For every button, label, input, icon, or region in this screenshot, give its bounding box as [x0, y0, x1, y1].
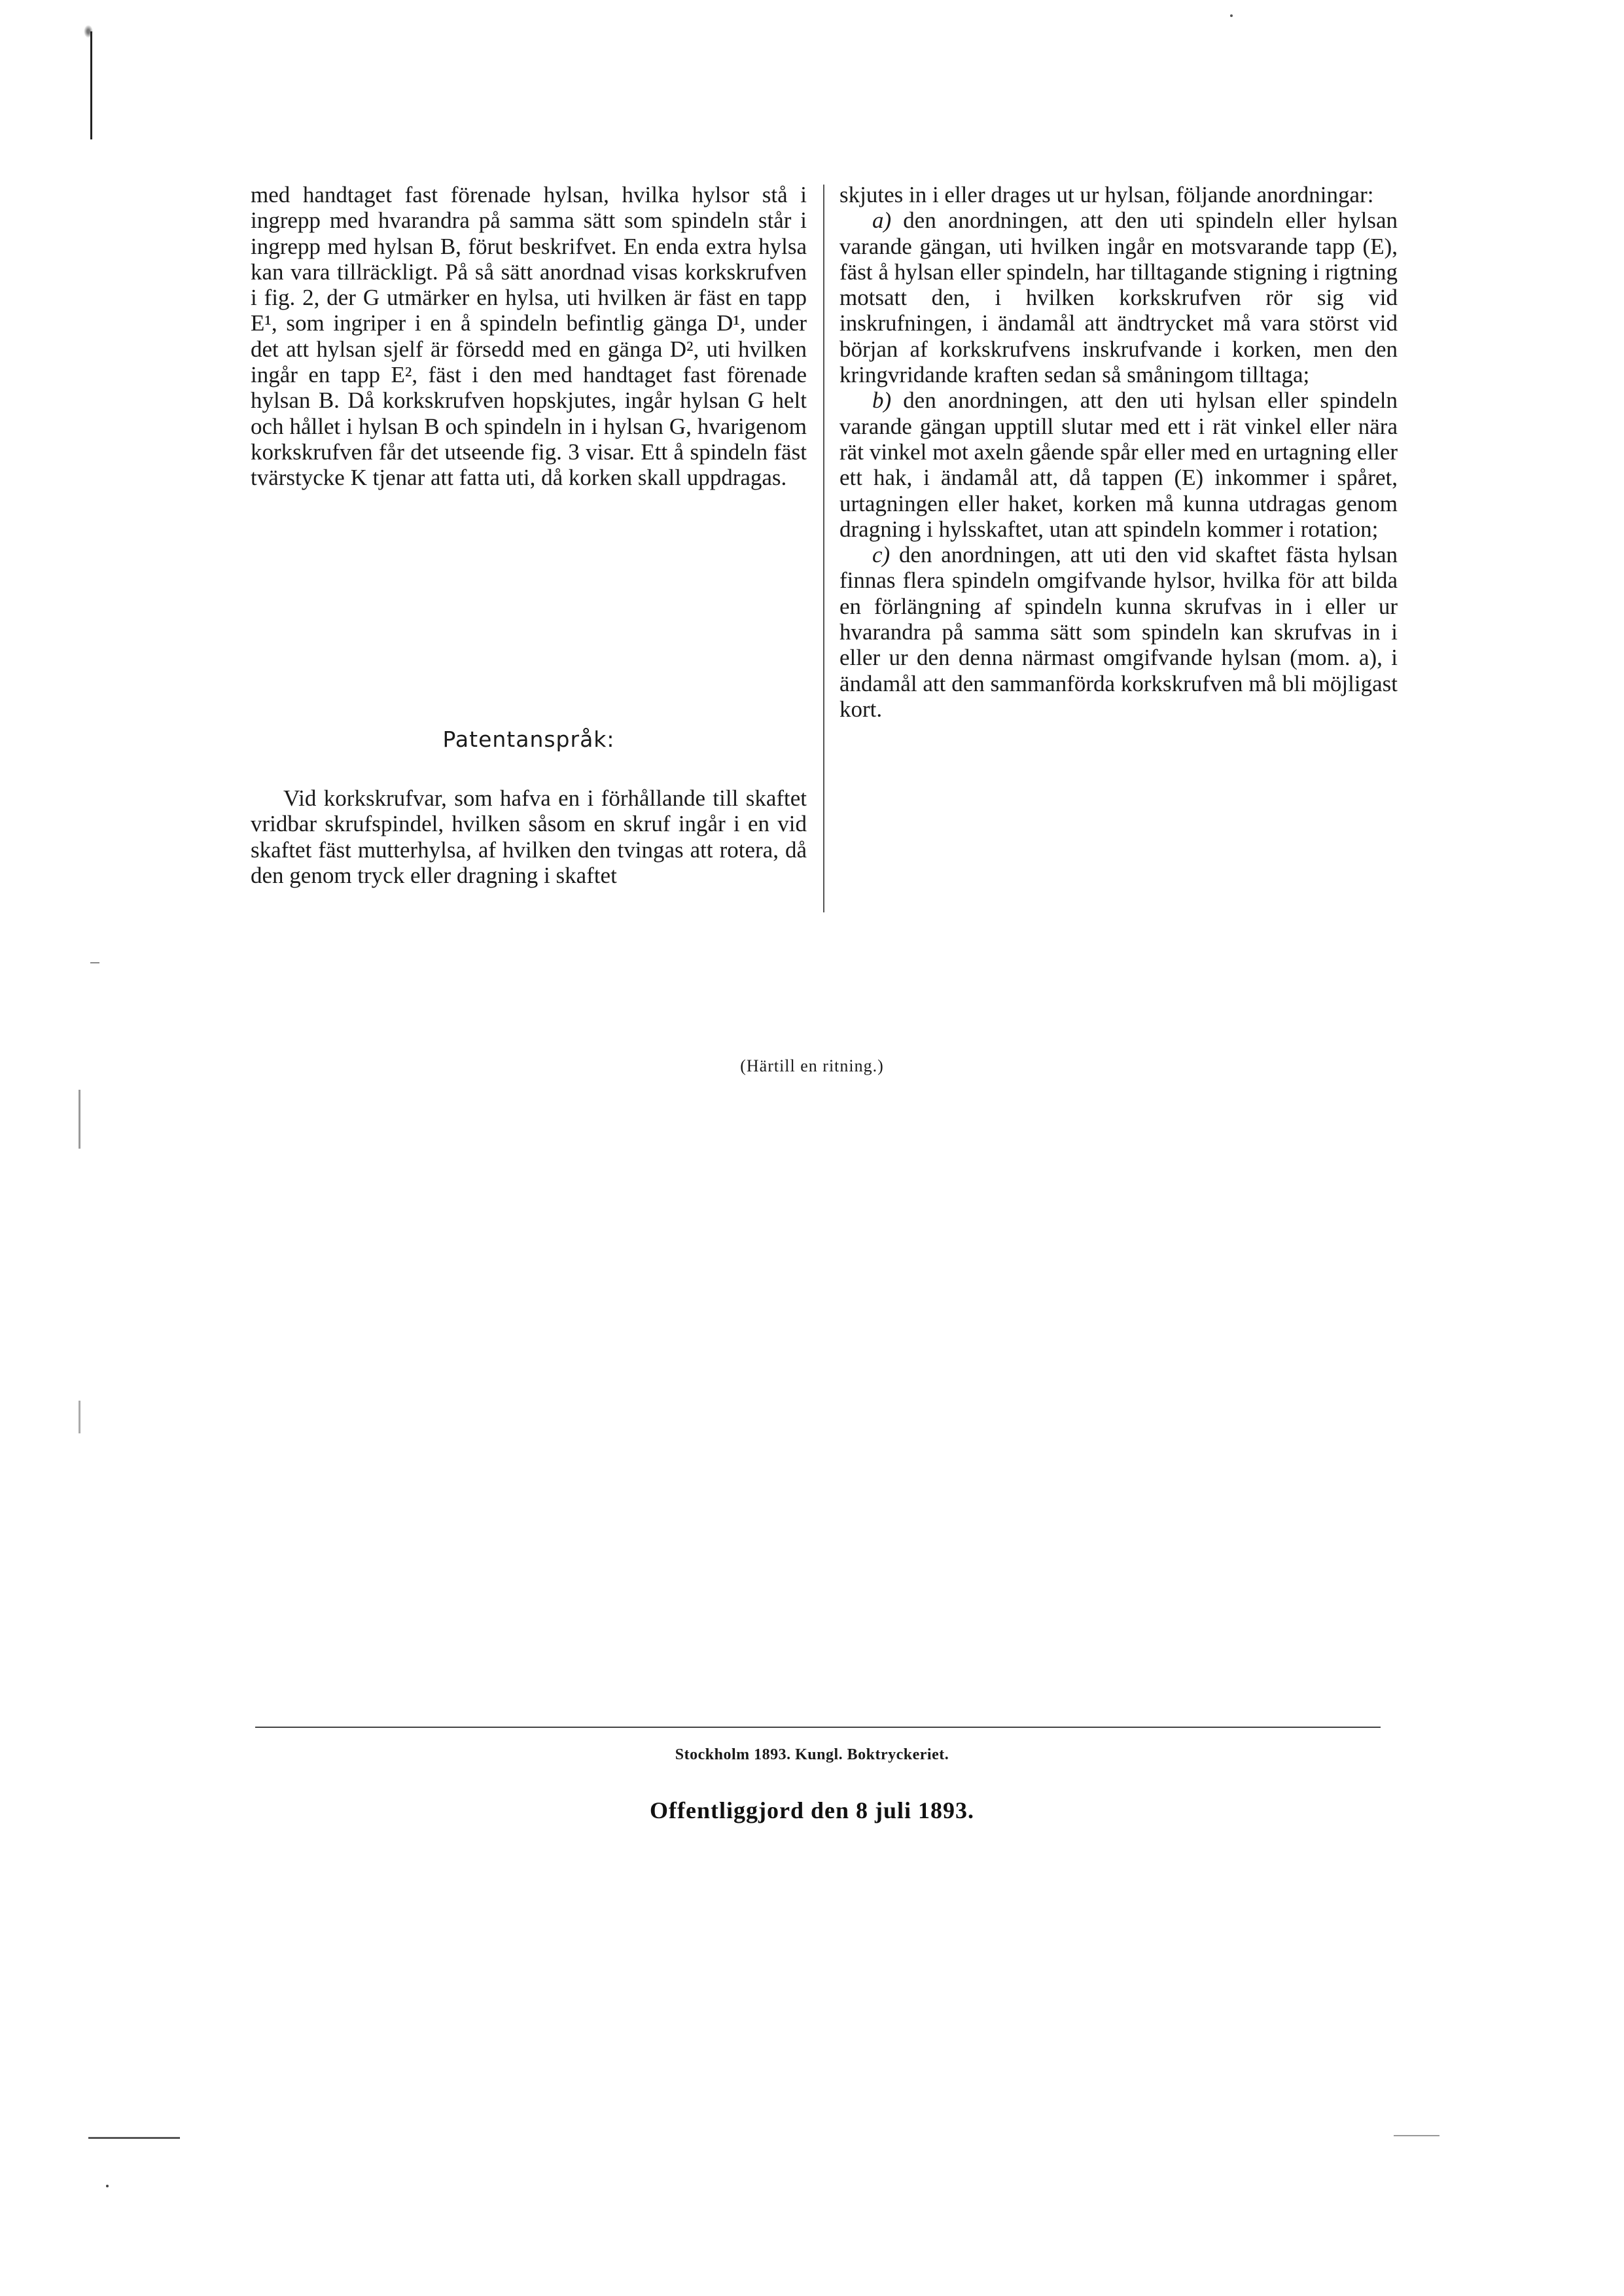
claim-text [251, 785, 807, 888]
claim-item-c [839, 542, 1398, 722]
left-column [251, 182, 807, 491]
scan-edge-artifact [77, 12, 94, 136]
scan-speck [106, 2185, 109, 2187]
printer-line: Stockholm 1893. Kungl. Boktryckeriet. [675, 1746, 949, 1763]
claim-item-a-text: den anordningen, att den uti spindeln eller hylsan varande gängan, uti hvilken ingår en motsvarande tapp (E), fäst å hylsan eller spindeln, har tilltagande stigning i rigtning motsatt den, i hvilken korkskrufven rör sig vid inskrufningen, i ändamål att ändtrycket må vara störst vid början af korkskrufvens inskrufvande i korken, men den kringvridande kraften sedan så småningom tilltaga; [839, 207, 1398, 388]
scan-speck [79, 1401, 80, 1433]
right-column-intro: skjutes in i eller drages ut ur hylsan, följande anordningar: [839, 182, 1374, 207]
scan-speck [90, 962, 99, 963]
claim-paragraph: Vid korkskrufvar, som hafva en i förhållande till skaftet vridbar skrufspindel, hvilken såsom en skruf ingår i en vid skaftet fäst mutterhylsa, af hvilken den tvingas att rotera, då den genom tryck eller dragning i skaftet [251, 785, 807, 888]
claim-item-c-text: den anordningen, att uti den vid skaftet fästa hylsan finnas flera spindeln omgifvande hylsor, hvilka för att bilda en förlängning af spindeln kunna skrufvas in i eller ur hvarandra på samma sätt som spindeln kan skrufvas in i eller ur den denna närmast omgifvande hylsan (mom. a), i ändamål att den sammanförda korkskrufven må bli möjligast kort. [839, 542, 1398, 722]
section-heading: Patentanspråk: [442, 726, 615, 752]
scan-speck [1230, 14, 1233, 17]
claim-item-b [839, 387, 1398, 542]
scan-speck [88, 2137, 180, 2139]
published-date: Offentliggjord den 8 juli 1893. [650, 1797, 974, 1823]
scan-speck [1394, 2135, 1439, 2136]
column-divider [823, 185, 824, 912]
drawing-note: (Härtill en ritning.) [740, 1056, 884, 1075]
claim-item-b-label: b) [872, 387, 892, 414]
claim-item-b-text: den anordningen, att den uti hylsan eller spindeln varande gängan upptill slutar med ett i rät vinkel eller nära rät vinkel mot axeln gående spår eller med en urtagning eller ett hak, i ändamål att, då tappen (E) inkommer i spåret, urtagningen eller haket, korken må kunna utdragas genom dragning i hylsskaftet, utan att spindeln kommer i rotation; [839, 387, 1398, 542]
claim-item-a-label: a) [872, 207, 892, 234]
claim-item-a [839, 207, 1398, 387]
scan-speck [79, 1090, 80, 1149]
claim-item-c-label: c) [872, 542, 891, 568]
footer-rule [255, 1727, 1381, 1728]
right-column [839, 182, 1398, 722]
left-column-paragraph: med handtaget fast förenade hylsan, hvilka hylsor stå i ingrepp med hvarandra på samma sätt som spindeln står i ingrepp med hylsan B, förut beskrifvet. En enda extra hylsa kan vara tillräckligt. På så sätt anordnad visas korkskrufven i fig. 2, der G utmärker en hylsa, uti hvilken är fäst en tapp E¹, som ingriper i en å spindeln befintlig gänga D¹, under det att hylsan sjelf är försedd med en gänga D², uti hvilken ingår en tapp E², fäst i den med handtaget fast förenade hylsan B. Då korkskrufven hopskjutes, ingår hylsan G helt och hållet i hylsan B och spindeln in i hylsan G, hvarigenom korkskrufven får det utseende fig. 3 visar. Ett å spindeln fäst tvärstycke K tjenar att fatta uti, då korken skall uppdragas. [251, 182, 807, 491]
